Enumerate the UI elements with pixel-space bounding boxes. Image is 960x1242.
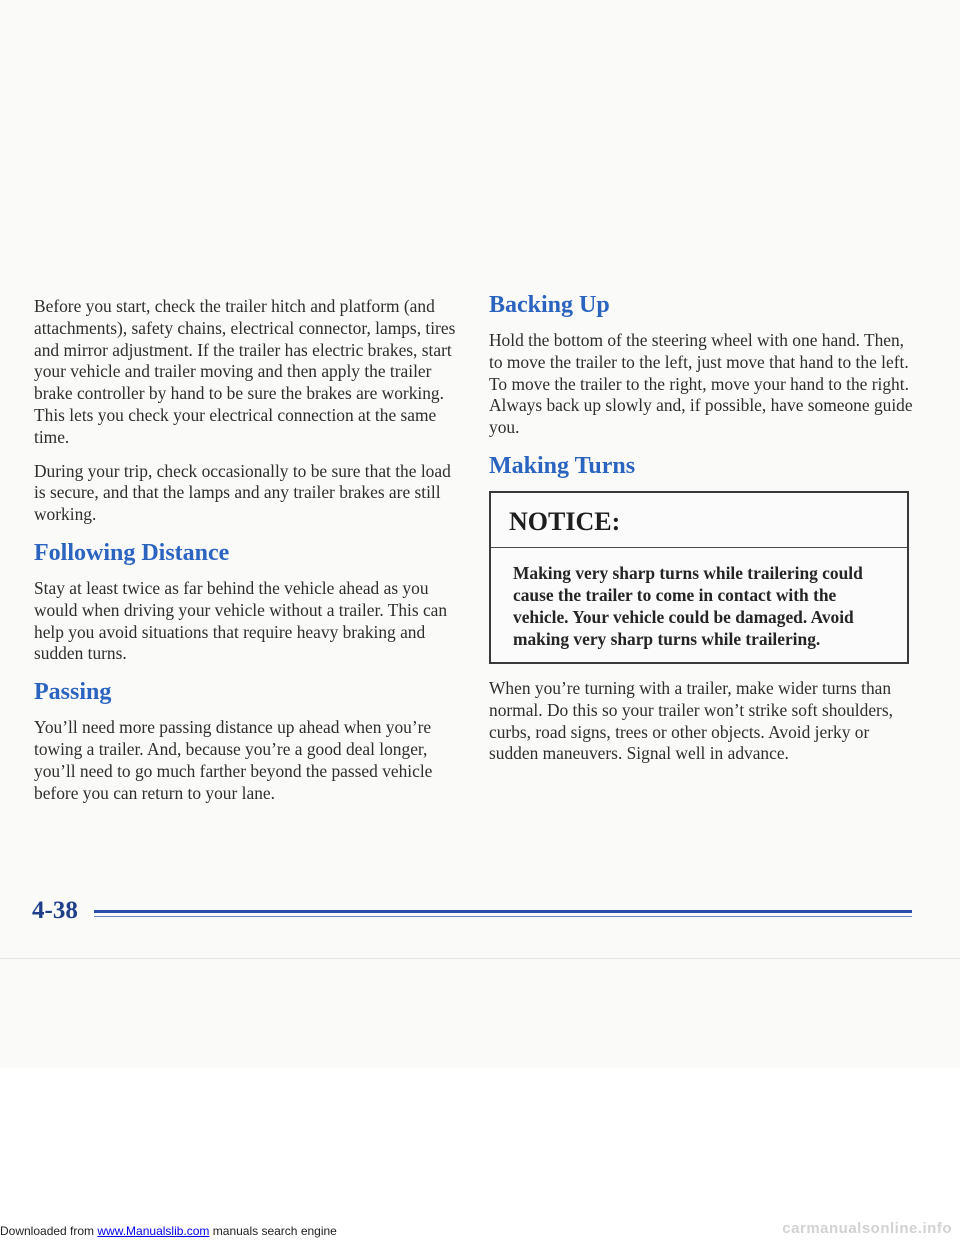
manualslib-link[interactable]: www.Manualslib.com [97,1224,210,1238]
passing-heading: Passing [34,679,112,706]
scan-edge-line [0,958,960,959]
following-distance-heading: Following Distance [34,539,230,566]
left-column [34,296,466,816]
bottom-margin [0,1068,960,1242]
footer-rule-thin [94,916,912,917]
credit-prefix: Downloaded from [0,1224,98,1238]
page-number: 4-38 [32,897,78,924]
footer-rule [94,910,912,913]
page-footer [32,896,912,926]
notice-text: Making very sharp turns while trailering could cause the trailer to come in contact with the vehicle. Your vehicle could be damaged. Avoid making very sharp turns while trailering. [513,562,863,649]
backing-up-paragraph: Hold the bottom of the steering wheel with one hand. Then, to move the trailer to the left, just move that hand to the left. To move the trailer to the right, move your hand to the right. Always back up slowly and, if possible, have someone guide you. [489,330,913,438]
notice-title: NOTICE: [491,493,907,548]
following-distance-paragraph: Stay at least twice as far behind the vehicle ahead as you would when driving your vehicle without a trailer. This can help you avoid situations that require heavy braking and sudden turns. [34,577,448,664]
backing-up-heading: Backing Up [489,292,610,318]
credit-suffix: manuals search engine [209,1224,337,1238]
passing-paragraph: You’ll need more passing distance up ahead when you’re towing a trailer. And, because you’re a good deal longer, you’ll need to go much farther beyond the passed vehicle before you can return to your lane. [34,717,433,803]
during-trip-paragraph: During your trip, check occasionally to be sure that the load is secure, and that the lamps and any trailer brakes are still working. [34,460,451,525]
watermark-text: carmanualsonline.info [782,1220,952,1237]
notice-box [489,491,909,664]
making-turns-heading: Making Turns [489,452,636,479]
right-column [489,292,913,777]
making-turns-paragraph: When you’re turning with a trailer, make wider turns than normal. Do this so your trailer won’t strike soft shoulders, curbs, road signs, trees or other objects. Avoid jerky or sudden maneuvers. Signal well in advance. [489,677,893,764]
download-credit [0,1224,337,1238]
trailer-check-paragraph: Before you start, check the trailer hitch and platform (and attachments), safety chains, electrical connector, lamps, tires and mirror adjustment. If the trailer has electric brakes, start your vehicle and trailer moving and then apply the trailer brake controller by hand to be sure the brakes are working. This lets you check your electrical connection at the same time. [34,296,456,447]
